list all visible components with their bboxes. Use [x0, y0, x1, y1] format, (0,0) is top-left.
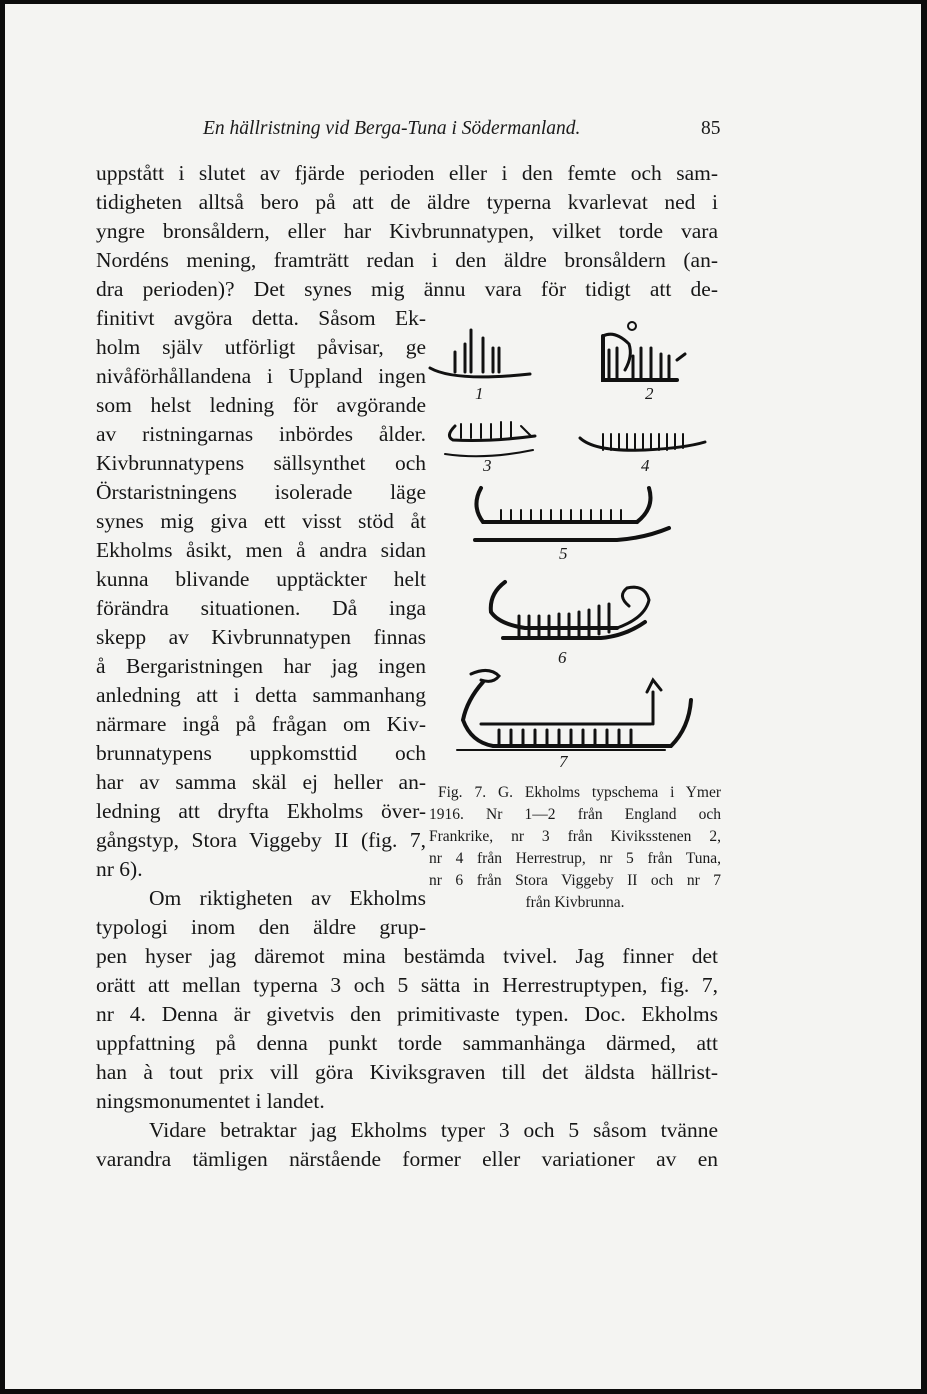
figure-caption-line: från Kivbrunna. — [525, 894, 625, 911]
body-line: nr 6). — [96, 857, 143, 881]
body-line: Om riktigheten av Ekholms — [149, 886, 426, 910]
body-line: närmare ingå på frågan om Kiv- — [96, 712, 426, 736]
ship-type-7-drawing — [457, 670, 691, 750]
body-line: å Bergaristningen har jag ingen — [96, 654, 426, 678]
ship-type-1-drawing — [430, 330, 530, 377]
running-head — [5, 118, 921, 146]
ship-type-3-drawing — [445, 422, 535, 456]
ship-type-2-drawing — [603, 322, 685, 380]
body-line: uppfattning på denna punkt torde sammanhänga därmed, att — [96, 1031, 718, 1055]
ship-number-4: 4 — [641, 456, 650, 475]
body-line: finitivt avgöra detta. Såsom Ek- — [96, 306, 426, 330]
body-line: ningsmonumentet i landet. — [96, 1089, 325, 1113]
body-line: av ristningarnas inbördes ålder. — [96, 422, 426, 446]
figure-caption-line: Fig. 7. G. Ekholms typschema i Ymer — [438, 784, 721, 801]
figure-caption-line: nr 4 från Herrestrup, nr 5 från Tuna, — [429, 850, 721, 867]
ship-type-4-drawing — [580, 434, 705, 450]
body-line: kunna blivande upptäckter helt — [96, 567, 426, 591]
body-line: varandra tämligen närstående former eller variationer av en — [96, 1147, 718, 1171]
running-title: En hällristning vid Berga-Tuna i Södermanland. — [203, 118, 581, 139]
body-line: synes mig giva ett visst stöd åt — [96, 509, 426, 533]
body-line: orätt att mellan typerna 3 och 5 sätta in Herrestruptypen, fig. 7, — [96, 973, 718, 997]
body-line: holm själv utförligt påvisar, ge — [96, 335, 426, 359]
ship-type-6-drawing — [491, 582, 649, 638]
body-line: Nordéns mening, framträtt redan i den äldre bronsåldern (an- — [96, 248, 718, 272]
body-line: skepp av Kivbrunnatypen finnas — [96, 625, 426, 649]
body-line: yngre bronsåldern, eller har Kivbrunnatypen, vilket torde vara — [96, 219, 718, 243]
body-line: har av samma skäl ej heller an- — [96, 770, 426, 794]
figure-caption-line: nr 6 från Stora Viggeby II och nr 7 — [429, 872, 721, 889]
body-line: Ekholms åsikt, men å andra sidan — [96, 538, 426, 562]
ship-number-3: 3 — [483, 456, 492, 475]
body-line: som helst ledning för avgörande — [96, 393, 426, 417]
ship-number-6: 6 — [558, 648, 567, 667]
body-line: anledning att i detta sammanhang — [96, 683, 426, 707]
body-line: nr 4. Denna är givetvis den primitivaste typen. Doc. Ekholms — [96, 1002, 718, 1026]
body-line: förändra situationen. Då inga — [96, 596, 426, 620]
body-line: pen hyser jag däremot mina bestämda tvivel. Jag finner det — [96, 944, 718, 968]
body-line: dra perioden)? Det synes mig ännu vara för tidigt att de- — [96, 277, 718, 301]
ship-number-7: 7 — [559, 752, 568, 771]
body-line: brunnatypens uppkomsttid och — [96, 741, 426, 765]
ship-number-5: 5 — [559, 544, 568, 563]
body-line: Vidare betraktar jag Ekholms typer 3 och 5 såsom tvänne — [149, 1118, 718, 1142]
ship-type-5-drawing — [475, 488, 669, 540]
body-line: Örstaristningens isolerade läge — [96, 480, 426, 504]
body-line: nivåförhållandena i Uppland ingen — [96, 364, 426, 388]
body-line: uppstått i slutet av fjärde perioden eller i den femte och sam- — [96, 161, 718, 185]
page-number: 85 — [701, 118, 721, 139]
body-line: ledning att dryfta Ekholms över- — [96, 799, 426, 823]
body-line: tidigheten alltså bero på att de äldre typerna kvarlevat ned i — [96, 190, 718, 214]
body-line: typologi inom den äldre grup- — [96, 915, 426, 939]
figure-caption-line: Frankrike, nr 3 från Kiviksstenen 2, — [429, 828, 721, 845]
book-page — [5, 4, 921, 1389]
body-line: han à tout prix vill göra Kiviksgraven till det äldsta hällrist- — [96, 1060, 718, 1084]
figure-caption-line: 1916. Nr 1—2 från England och — [429, 806, 721, 823]
ship-number-2: 2 — [645, 384, 654, 403]
ship-number-1: 1 — [475, 384, 484, 403]
body-line: Kivbrunnatypens sällsynthet och — [96, 451, 426, 475]
body-line: gångstyp, Stora Viggeby II (fig. 7, — [96, 828, 426, 852]
